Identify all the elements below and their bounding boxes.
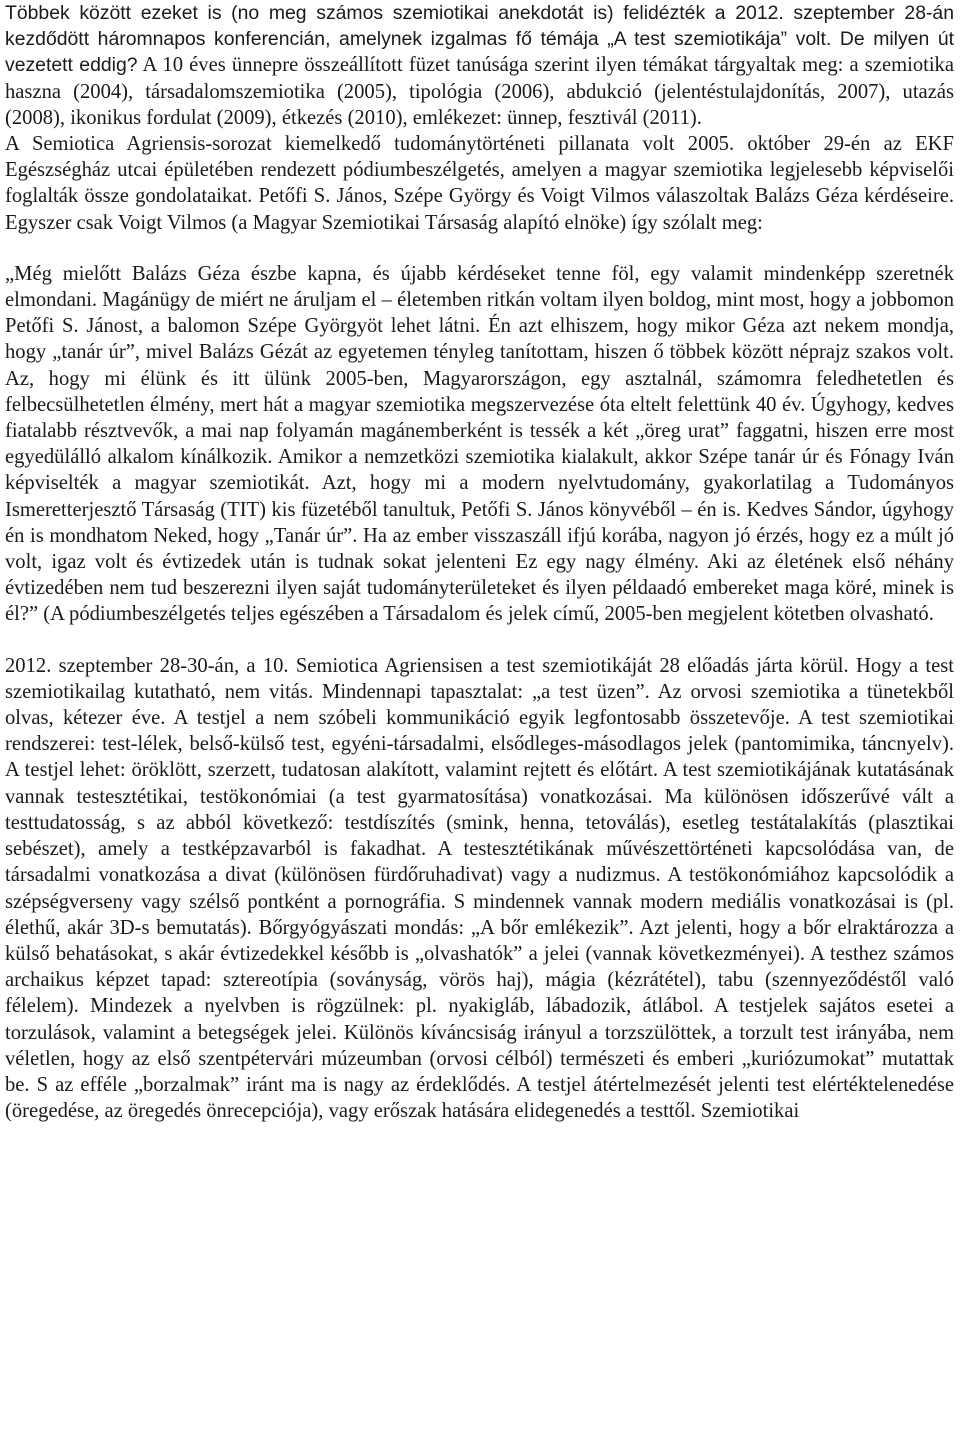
paragraph-quote-voigt: „Még mielőtt Balázs Géza észbe kapna, és újabb kérdéseket tenne föl, egy valamit mindenképp szeretnék elmondani. Magánügy de miért ne áruljam el – életemben ritkán voltam ilyen boldog, mint most, hogy a jobbomon Petőfi S. Jánost, a balomon Szépe Györgyöt lehet látni. Én azt elhiszem, hogy mikor Géza azt nekem mondja, hogy „tanár úr”, mivel Balázs Gézát az egyetemen tényleg tanítottam, hiszen ő többek között néprajz szakos volt. Az, hogy mi élünk és itt ülünk 2005-ben, Magyarországon, egy asztalnál, számomra feledhetetlen és felbecsülhetetlen élmény, mert hát a magyar szemiotika megszervezése óta eltelt felettünk 40 év. Úgyhogy, kedves fiatalabb résztvevők, a mai nap folyamán magánemberként is tessék a két „öreg urat” faggatni, hiszen erre most egyedülálló alkalom kínálkozik. Amikor a nemzetközi szemiotika kialakult, akkor Szépe tanár úr és Fónagy Iván képviselték a magyar szemiotikát. Azt, hogy mi a modern nyelvtudomány, gyakorlatilag a Tudományos Ismeretterjesztő Társaság (TIT) kis füzetéből tanultuk, Petőfi S. János könyvéből – én is. Kedves Sándor, úgyhogy én is mondhatom Neked, hogy „Tanár úr”. Ha az ember visszaszáll ifjú korába, nagyon jó érzés, hogy ez a múlt jó volt, igaz volt és évtizedek után is tudnak sokat jelenteni Ez egy nagy élmény. Aki az életének első néhány évtizedében nem tud beszerezni ilyen saját tudományterületeket és ilyen példaadó embereket maga köré, minek is él?” (A pódiumbeszélgetés teljes egészében a Társadalom és jelek című, 2005-ben megjelent kötetben olvasható. [5,262,954,626]
paragraph-panel-discussion: A Semiotica Agriensis-sorozat kiemelkedő tudománytörténeti pillanata volt 2005. október 29-én az EKF Egészségház utcai épületében rendezett pódiumbeszélgetés, amelyen a magyar szemiotika legjelesebb képviselői foglalták össze gondolataikat. Petőfi S. János, Szépe György és Voigt Vilmos válaszoltak Balázs Géza kérdéseire. Egyszer csak Voigt Vilmos (a Magyar Szemiotikai Társaság alapító elnöke) így szólalt meg: [5,133,954,234]
paragraph-lead-sans: Többek között ezeket is (no meg számos szemiotikai anekdotát is) felidézték a 2012. szeptember 28-án kezdődött háromnapos konferencián, amelynek izgalmas fő témája „A test szemiotikája” volt. De milyen út vezetett eddig? [5,2,954,77]
paragraph-conference-history [5,0,954,131]
paragraph-body-semiotics: 2012. szeptember 28-30-án, a 10. Semiotica Agriensisen a test szemiotikáját 28 előadás járta körül. Hogy a test szemiotikailag kutatható, nem vitás. Mindennapi tapasztalat: „a test üzen”. Az orvosi szemiotika a tünetekből olvas, kétezer éve. A testjel a nem szóbeli kommunikáció egyik legfontosabb összetevője. A test szemiotikai rendszerei: test-lélek, belső-külső test, egyéni-társadalmi, elsődleges-másodlagos jelek (pantomimika, táncnyelv). A testjel lehet: öröklött, szerzett, tudatosan alakított, valamint rejtett és előtárt. A test szemiotikájának kutatásának vannak testesztétikai, testökonómiai (a test gyarmatosítása) vonatkozásai. Ma különösen időszerűvé vált a testtudatosság, s az abból következő: testdíszítés (smink, henna, tetoválás), esetleg testátalakítás (plasztikai sebészet), amely a testképzavarból is fakadhat. A testesztétikának művészettörténeti kapcsolódása van, de társadalmi vonatkozása a divat (különösen fürdőruhadivat) vagy a nudizmus. A testökonómiához kapcsolódik a szépségverseny vagy szélső pontként a pornográfia. S mindennek vannak modern mediális vonatkozásai is (pl. élethű, akár 3D-s bemutatás). Bőrgyógyászati mondás: „A bőr emlékezik”. Azt jelenti, hogy a bőr elraktározza a külső behatásokat, s akár évtizedekkel később is „olvashatók” a jelei (vannak következményei). A testhez számos archaikus képzet tapad: sztereotípia (soványság, vörös haj), mágia (kézrátétel), tabu (szennyeződéstől való félelem). Mindezek a nyelvben is rögzülnek: pl. nyakigláb, lábadozik, átlábol. A testjelek sajátos esetei a torzulások, valamint a betegségek jelei. Különös kíváncsiság irányul a torzszülöttek, a torzult test irányába, nem véletlen, hogy az első szentpétervári múzeumban (orvosi célból) természeti és emberi „kuriózumokat” mutattak be. S az efféle „borzalmak” iránt ma is nagy az érdeklődés. A testjel átértelmezését jelenti test elértéktelenedése (öregedése, az öregedés önrecepciója), vagy erőszak hatására elidegenedés a testtől. Szemiotikai [5,654,954,1123]
paragraph-body: A 10 éves ünnepre összeállított füzet tanúsága szerint ilyen témákat tárgyaltak meg: a szemiotika haszna (2004), társadalomszemiotika (2005), tipológia (2006), abdukció (jelentéstulajdonítás, 2007), utazás (2008), ikonikus fordulat (2009), étkezés (2010), emlékezet: ünnep, fesztivál (2011). [5,54,954,129]
